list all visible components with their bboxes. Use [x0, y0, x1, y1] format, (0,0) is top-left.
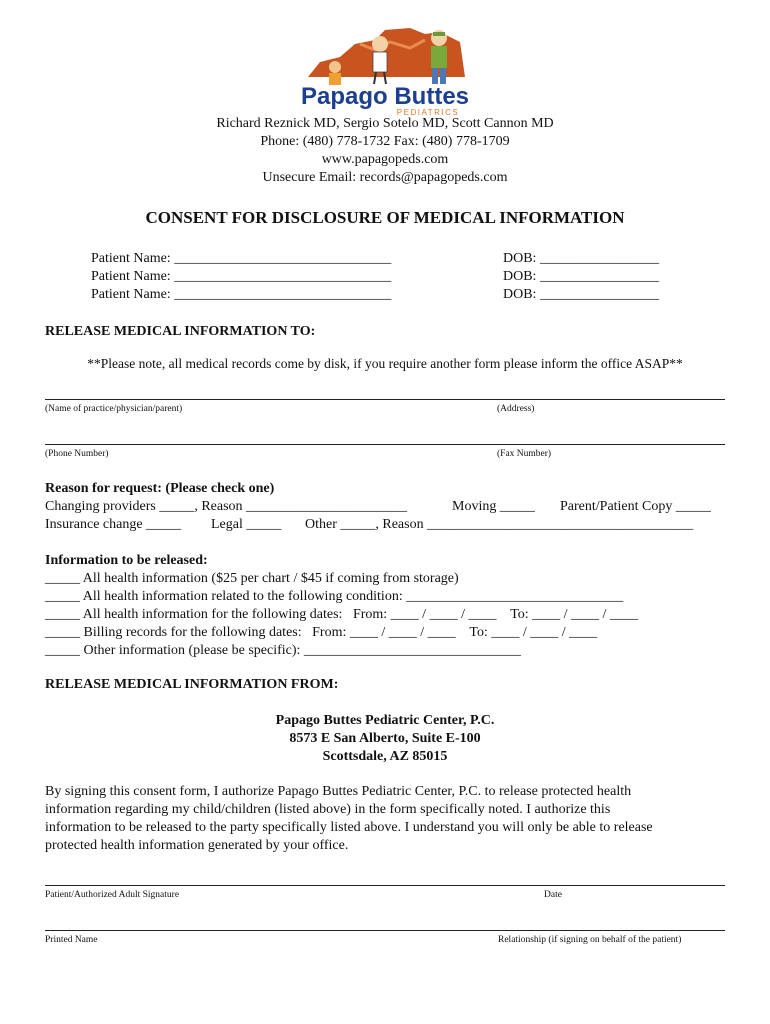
papago-buttes-logo	[300, 22, 470, 118]
other-reason-option[interactable]: Other _____, Reason ______________________________________	[305, 517, 694, 532]
fax-number-label: (Fax Number)	[497, 449, 552, 459]
info-option-dates[interactable]: _____ All health information for the following dates: From: ____ / ____ / ____ To: ____ / ____ / ____	[45, 607, 638, 622]
reason-heading: Reason for request: (Please check one)	[45, 481, 275, 496]
logo-subtitle: PEDIATRICS	[396, 108, 460, 117]
patient-name-field-1[interactable]: Patient Name: _______________________________	[91, 251, 392, 266]
insurance-change-option[interactable]: Insurance change _____	[45, 517, 182, 532]
patient-name-field-3[interactable]: Patient Name: _______________________________	[91, 287, 392, 302]
dob-field-2[interactable]: DOB: _________________	[503, 269, 659, 284]
signature-line[interactable]	[45, 885, 725, 886]
address-label: (Address)	[497, 404, 535, 414]
consent-line-3: information to be released to the party specifically listed above. I understand you will only be able to release	[45, 820, 653, 835]
page-title: CONSENT FOR DISCLOSURE OF MEDICAL INFORMATION	[145, 208, 625, 227]
doctors-line: Richard Reznick MD, Sergio Sotelo MD, Scott Cannon MD	[216, 116, 554, 131]
center-city: Scottsdale, AZ 85015	[322, 749, 448, 764]
legal-option[interactable]: Legal _____	[211, 517, 282, 532]
disk-note: **Please note, all medical records come by disk, if you require another form please inform the office ASAP**	[87, 356, 683, 371]
consent-line-2: information regarding my child/children (listed above) in the form specifically noted. I authorize this	[45, 802, 611, 817]
moving-option[interactable]: Moving _____	[452, 499, 535, 514]
info-released-heading: Information to be released:	[45, 553, 208, 568]
relationship-label: Relationship (if signing on behalf of the patient)	[498, 935, 682, 945]
logo-wordmark: Papago Buttes	[300, 83, 470, 110]
center-name: Papago Buttes Pediatric Center, P.C.	[275, 713, 495, 728]
release-from-heading: RELEASE MEDICAL INFORMATION FROM:	[45, 677, 339, 692]
website-line: www.papagopeds.com	[321, 152, 449, 167]
phone-fax-line: Phone: (480) 778-1732 Fax: (480) 778-1709	[260, 134, 510, 149]
consent-line-1: By signing this consent form, I authorize Papago Buttes Pediatric Center, P.C. to release protected health	[45, 784, 632, 799]
email-line: Unsecure Email: records@papagopeds.com	[262, 170, 508, 185]
phone-number-label: (Phone Number)	[45, 449, 109, 459]
practice-name-label: (Name of practice/physician/parent)	[45, 404, 183, 414]
child-figure-middle	[372, 36, 388, 52]
changing-providers-option[interactable]: Changing providers _____, Reason _______________________	[45, 499, 408, 514]
dob-field-3[interactable]: DOB: _________________	[503, 287, 659, 302]
parent-patient-copy-option[interactable]: Parent/Patient Copy _____	[560, 499, 711, 514]
info-option-other[interactable]: _____ Other information (please be specific): _______________________________	[45, 643, 521, 658]
center-street: 8573 E San Alberto, Suite E-100	[289, 731, 481, 746]
printed-name-line[interactable]	[45, 930, 725, 931]
signature-label: Patient/Authorized Adult Signature	[45, 890, 180, 900]
practice-address-line[interactable]	[45, 399, 725, 400]
release-to-heading: RELEASE MEDICAL INFORMATION TO:	[45, 324, 316, 339]
date-label: Date	[544, 890, 562, 900]
phone-fax-entry-line[interactable]	[45, 444, 725, 445]
dob-field-1[interactable]: DOB: _________________	[503, 251, 659, 266]
printed-name-label: Printed Name	[45, 935, 98, 945]
info-option-condition[interactable]: _____ All health information related to the following condition: _______________________________	[45, 589, 624, 604]
consent-line-4: protected health information generated by your office.	[45, 838, 349, 853]
child-figure-left	[329, 61, 341, 73]
patient-name-field-2[interactable]: Patient Name: _______________________________	[91, 269, 392, 284]
info-option-all-health[interactable]: _____ All health information ($25 per chart / $45 if coming from storage)	[45, 571, 459, 586]
info-option-billing[interactable]: _____ Billing records for the following dates: From: ____ / ____ / ____ To: ____ / ____ / ____	[45, 625, 598, 640]
